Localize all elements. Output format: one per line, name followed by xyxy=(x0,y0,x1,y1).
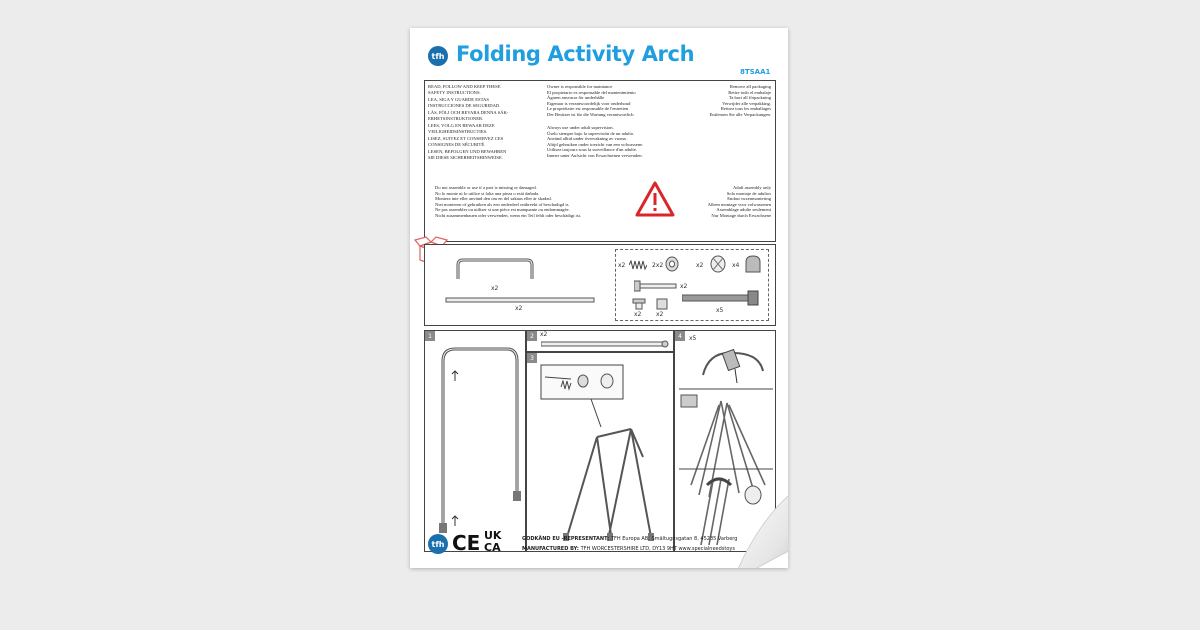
step3-number: 3 xyxy=(527,353,537,363)
missing-part-text: Do not assemble or use if a part is missing or damaged. No lo monte ni lo utilice si falta una pieza o está dañada. Montera inte eller använd den om en del saknas eller är skadad. Niet monteren of gebruiken als een onderdeel ontbreekt of beschadigd is. Ne pas assembler ou utiliser si une pièce est manquante ou endommagée. Nicht zusammenbauen oder verwenden, wenn ein Teil fehlt oder beschädigt ist. xyxy=(435,185,582,218)
ce-mark: CE xyxy=(452,531,481,555)
step2-illustration xyxy=(541,339,671,349)
pole-qty: x2 xyxy=(515,305,523,312)
read-follow-text-de: LESEN, BEFOLGEN UND BEWAHREN SIE DIESE SICHERHEITSHINWEISE. xyxy=(428,149,507,160)
step4-number: 4 xyxy=(675,331,685,341)
knob-qty: x2 xyxy=(696,262,704,269)
step1-panel xyxy=(424,330,526,552)
page-curl xyxy=(722,478,788,568)
strap-icon xyxy=(682,290,762,306)
strap-qty: x5 xyxy=(716,307,724,314)
foot-qty: x4 xyxy=(732,262,740,269)
safety-instructions-box xyxy=(424,80,776,242)
spring-icon xyxy=(629,260,647,270)
product-code: 8TSAA1 xyxy=(740,68,771,76)
step1-number: 1 xyxy=(425,331,435,341)
owner-maintenance-text: Owner is responsible for maintance El propietario es responsable del mantenimiento Ägaren ansvarar för underhålle Eigenaar is verantwoordelijk voor onderhoud Le propriétaire est responsable de l'entretien Der Besitzer ist für die Wartung verantwortlich xyxy=(547,84,636,117)
spring-qty: x2 xyxy=(618,262,626,269)
step3-illustration xyxy=(531,357,671,547)
instruction-sheet xyxy=(410,28,788,568)
cap-qty: 2x2 xyxy=(652,262,664,269)
step2-qty: x2 xyxy=(540,331,548,338)
page-title: Folding Activity Arch xyxy=(456,42,695,66)
read-follow-text: READ, FOLLOW AND KEEP THESE SAFETY INSTRUCTIONS. xyxy=(428,84,501,95)
adult-assembly-text: Adult assembly only Solo montaje de adultos Endast vuxenmontering Alleen montage voor volwassenen Assemblage adulte seulement Nur Montage durch Erwachsene xyxy=(707,185,771,218)
remove-packaging-text: Remove all packaging Retire todo el embalaje Ta bort all förpackning Verwijder alle verpakking. Retirez tous les emballages Entfernen Sie alle Verpackungen. xyxy=(709,84,771,117)
nut-a-qty: x2 xyxy=(634,311,642,318)
manufacturer-label: MANUFACTURED BY: xyxy=(522,546,579,552)
foot-cap-icon xyxy=(744,254,762,274)
arch-rod-qty: x2 xyxy=(491,285,499,292)
parts-list-box xyxy=(424,244,776,326)
read-follow-text-es: LEA, SIGA Y GUARDE ESTAS INSTRUCCIONES DE SEGURIDAD. xyxy=(428,97,501,108)
warning-icon xyxy=(635,181,675,217)
step4-qty: x5 xyxy=(689,335,697,342)
step3-panel xyxy=(526,352,674,552)
step2-panel xyxy=(526,330,674,352)
eu-representative xyxy=(522,536,737,542)
knob-icon xyxy=(708,254,728,274)
manufacturer xyxy=(522,546,735,552)
eu-rep-address: TFH Europa AB. Smältugnsgatan 8, 45235 Varberg xyxy=(610,536,738,542)
footer-logo: tfh xyxy=(428,534,448,554)
hardware-group xyxy=(615,249,769,321)
nut-b-qty: x2 xyxy=(656,311,664,318)
step1-illustration xyxy=(435,341,523,541)
pole-part xyxy=(445,295,595,305)
ukca-mark-bottom: CA xyxy=(484,541,501,554)
bolt-qty: x2 xyxy=(680,283,688,290)
read-follow-text-nl: LEES, VOLG EN BEWAAR DEZE VEILIGHEIDSINSTRUCTIES. xyxy=(428,123,495,134)
bolt-icon xyxy=(634,280,678,292)
step2-number: 2 xyxy=(527,331,537,341)
adult-supervision-text: Always use under adult supervision. Úselo siempre bajo la supervisión de un adulto. Använd alltid under övervakning av vuxna. Altijd gebruiken onder toezicht van een volwassene. Utilisez toujours sous la surveillance d'un adulte. Immer unter Aufsicht von Erwachsenen verwenden. xyxy=(547,125,644,158)
tfh-logo: tfh xyxy=(428,46,448,66)
read-follow-text-fr: LISEZ, SUIVEZ ET CONSERVEZ CES CONSIGNES DE SÉCURITÉ. xyxy=(428,136,504,147)
nut-b-icon xyxy=(656,298,668,310)
manufacturer-address: TFH WORCESTERSHIRE LTD, DY13 9HT www.specialneedstoys xyxy=(580,546,735,552)
eu-rep-label: GODKÄND EU -REPRESENTANT: xyxy=(522,536,610,542)
cap-icon xyxy=(664,256,680,272)
ukca-mark-top: UK xyxy=(484,529,502,542)
read-follow-text-sv: LÄS, FÖLJ OCH BEVARA DENNA SÄK- ERHETSINSTRUKTIONER. xyxy=(428,110,509,121)
arch-rod-part xyxy=(455,257,535,279)
nut-a-icon xyxy=(632,298,646,310)
